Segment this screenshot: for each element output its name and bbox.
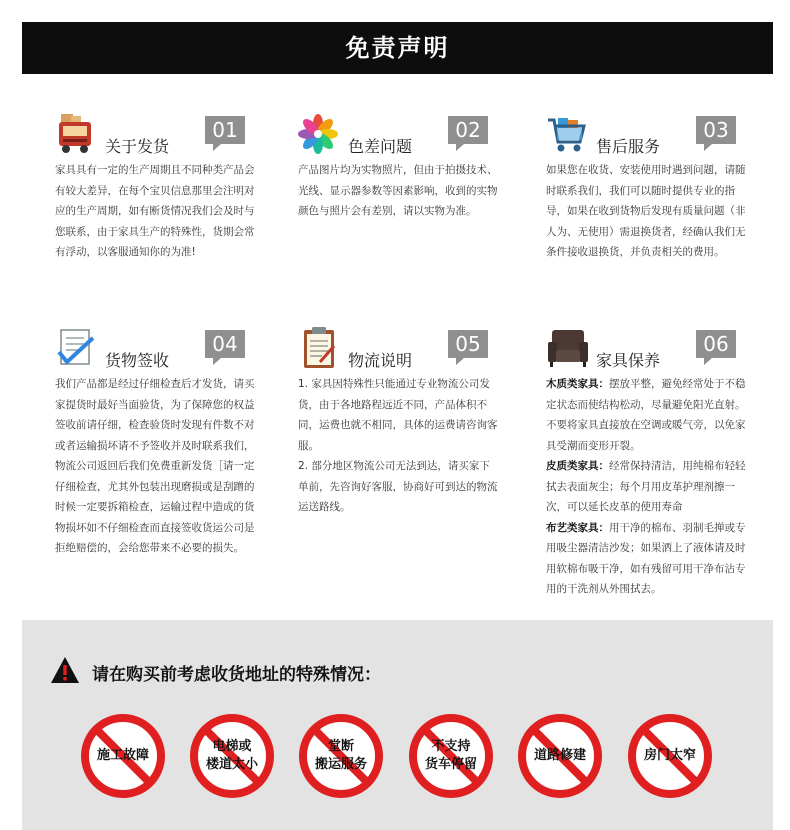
no-sign-road (516, 712, 604, 800)
card-signing (55, 326, 255, 559)
no-sign-truck (407, 712, 495, 800)
care-text: 经常保持清洁，用纯棉布轻轻拭去表面灰尘；每个月用皮革护理剂擦一次，可以延长皮革的使用寿命 (546, 460, 746, 513)
notice-text: 请在购买前考虑收货地址的特殊情况： (92, 665, 381, 685)
card-title: 家具保养 (596, 351, 661, 370)
care-wood (546, 374, 746, 456)
number-badge: 04 (205, 330, 245, 358)
no-sign-door (626, 712, 714, 800)
truck-icon (55, 112, 99, 156)
care-leather (546, 456, 746, 518)
number-badge: 01 (205, 116, 245, 144)
armchair-icon (546, 326, 590, 370)
card-body: 产品图片均为实物照片，但由于拍摄技术、光线、显示器参数等因素影响，收到的实物颜色与照片会有差别，请以实物为准。 (298, 164, 498, 217)
number-badge: 06 (696, 330, 736, 358)
card-body: 1. 家具因特殊性只能通过专业物流公司发货，由于各地路程远近不同，产品体积不同，运费也就不相同，具体的运费请咨询客服。 2. 部分地区物流公司无法到达，请买家下单前，先咨询好客服，协商好可到达的物流运送路线。 (298, 378, 498, 513)
notice-panel (22, 620, 773, 830)
page-title: 免责声明 (22, 22, 773, 74)
number-badge: 02 (448, 116, 488, 144)
card-logistics (298, 326, 498, 518)
card-title: 货物签收 (105, 351, 170, 370)
care-text: 用干净的棉布、羽制毛掸或专用吸尘器清洁沙发；如果洒上了液体请及时用软棉布吸干净，如有残留可用干净布沾专用的干洗剂从外围拭去。 (546, 521, 746, 595)
no-sign-construction (79, 712, 167, 800)
sign-label: 道路修建 (533, 748, 586, 763)
card-title: 售后服务 (596, 137, 661, 156)
card-title: 色差问题 (348, 137, 413, 156)
card-body: 如果您在收货、安装使用时遇到问题，请随时联系我们，我们可以随时提供专业的指导，如果在收到货物后发现有质量问题（非人为、无使用）需退换货者，经确认我们无条件接收退换货，并负责相关的费用。 (546, 164, 746, 258)
no-sign-elevator (188, 712, 276, 800)
care-text: 摆放平整，避免经常处于不稳定状态而使结构松动，尽量避免阳光直射。不要将家具直接放在空调或暖气旁，以免家具受潮而变形开裂。 (546, 378, 746, 452)
shopping-cart-icon (546, 112, 590, 156)
card-title: 物流说明 (348, 351, 413, 370)
card-furniture-care (546, 326, 746, 600)
care-fabric (546, 518, 746, 600)
card-shipping (55, 112, 255, 263)
care-label: 布艺类家具： (546, 521, 609, 534)
number-badge: 05 (448, 330, 488, 358)
number-badge: 03 (696, 116, 736, 144)
card-body (546, 374, 746, 600)
no-sign-carry (297, 712, 385, 800)
checklist-icon (55, 326, 99, 370)
card-color-difference (298, 112, 498, 222)
card-body: 家具具有一定的生产周期且不同种类产品会有较大差异，在每个宝贝信息那里会注明对应的生产周期，如有断货情况我们会及时与您联系，由于家具生产的特殊性，货期会常有浮动，以客服通知你的为准! (55, 164, 255, 258)
sign-label: 施工故障 (96, 748, 149, 763)
sign-label: 电梯或 楼道太小 (205, 739, 258, 772)
care-label: 皮质类家具： (546, 460, 609, 472)
sign-label: 不支持 货车停留 (424, 739, 477, 772)
warning-icon (50, 656, 80, 684)
color-wheel-icon (298, 112, 342, 156)
card-body: 我们产品都是经过仔细检查后才发货，请买家提货时最好当面验货，为了保障您的权益签收前请仔细，检查验货时发现有件数不对或者运输损坏请不予签收并及时联系我们，物流公司返回后我们免费重新发货［请一定仔细检查，尤其外包装出现磨损或是刮蹭的时候一定要拆箱检查，运输过程中造成的货物损坏如不仔细检查而直接签收货运公司是拒绝赔偿的，会给您带来不必要的损失。 (55, 378, 255, 554)
care-label: 木质类家具： (546, 378, 609, 390)
card-after-sales (546, 112, 746, 263)
clipboard-icon (298, 326, 342, 370)
sign-label: 房门太窄 (643, 748, 696, 763)
sign-label: 堂断 搬运服务 (314, 739, 367, 772)
card-title: 关于发货 (105, 137, 170, 156)
